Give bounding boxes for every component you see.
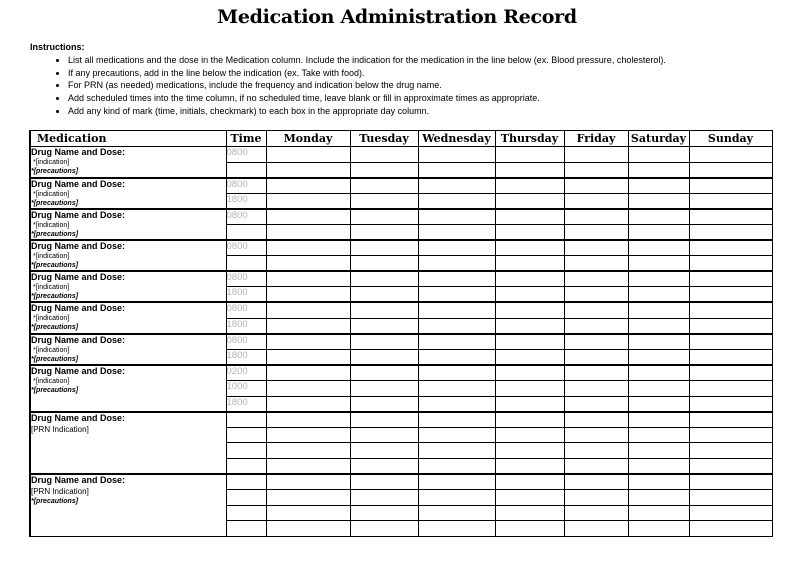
day-cell[interactable] [418,240,495,256]
medication-administration-table [29,130,773,537]
day-cell[interactable] [350,162,418,178]
day-cell[interactable] [418,365,495,381]
day-cell[interactable] [418,271,495,287]
day-cell[interactable] [350,318,418,334]
day-cell[interactable] [266,318,350,334]
day-cell[interactable] [564,334,628,350]
indication-label: *[indication] [33,190,70,198]
day-cell[interactable] [266,521,350,537]
indication-label: *[indication] [33,284,70,292]
day-cell[interactable] [418,490,495,506]
medication-row [30,147,772,163]
day-cell[interactable] [564,287,628,303]
day-cell[interactable] [689,256,772,272]
day-cell[interactable] [495,256,564,272]
day-cell[interactable] [266,365,350,381]
precautions-label: *[precautions] [31,230,79,238]
day-cell[interactable] [689,505,772,521]
day-cell[interactable] [418,334,495,350]
day-cell[interactable] [689,178,772,194]
indication-label: *[indication] [33,159,70,166]
day-cell[interactable] [628,365,689,381]
day-cell[interactable] [266,302,350,318]
column-header-sunday: Sunday [689,131,772,147]
day-cell[interactable] [495,427,564,443]
day-cell[interactable] [418,302,495,318]
time-cell[interactable]: 0200 [226,365,266,381]
instructions-list [30,54,770,118]
day-cell[interactable] [266,380,350,396]
day-cell[interactable] [628,302,689,318]
day-cell[interactable] [495,178,564,194]
precautions-label: *[precautions] [31,293,79,301]
instruction-item: • For PRN (as needed) medications, include the frequency and indication below the drug name. [68,79,770,92]
day-cell[interactable] [564,412,628,428]
day-cell[interactable] [418,380,495,396]
day-cell[interactable] [689,365,772,381]
day-cell[interactable] [564,427,628,443]
day-cell[interactable] [350,334,418,350]
instruction-item: • Add any kind of mark (time, initials, checkmark) to each box in the appropriate day column. [68,105,770,118]
day-cell[interactable] [418,443,495,459]
day-cell[interactable] [628,318,689,334]
drug-name-label: Drug Name and Dose: [31,412,126,423]
day-cell[interactable] [689,412,772,428]
medication-row [30,271,772,287]
day-cell[interactable] [418,147,495,163]
day-cell[interactable] [266,178,350,194]
drug-name-label: Drug Name and Dose: [31,365,126,376]
day-cell[interactable] [564,178,628,194]
time-cell[interactable]: 0800 [226,271,266,287]
instructions-heading: Instructions: [30,42,85,52]
day-cell[interactable] [689,287,772,303]
drug-name-label: Drug Name and Dose: [31,178,126,189]
day-cell[interactable] [418,396,495,412]
day-cell[interactable] [628,349,689,365]
day-cell[interactable] [495,224,564,240]
time-cell[interactable]: 1800 [226,193,266,209]
time-cell[interactable] [226,412,266,428]
day-cell[interactable] [564,443,628,459]
day-cell[interactable] [564,365,628,381]
day-cell[interactable] [495,193,564,209]
day-cell[interactable] [689,490,772,506]
time-cell[interactable] [226,505,266,521]
day-cell[interactable] [418,193,495,209]
day-cell[interactable] [628,256,689,272]
day-cell[interactable] [495,458,564,474]
day-cell[interactable] [564,271,628,287]
medication-cell[interactable] [30,147,226,178]
medication-row [30,240,772,256]
day-cell[interactable] [495,505,564,521]
time-cell[interactable]: 1800 [226,318,266,334]
day-cell[interactable] [628,474,689,490]
day-cell[interactable] [418,505,495,521]
time-cell[interactable] [226,474,266,490]
column-header-saturday: Saturday [628,131,689,147]
indication-label: *[indication] [33,253,70,261]
day-cell[interactable] [266,224,350,240]
day-cell[interactable] [495,147,564,163]
day-cell[interactable] [350,505,418,521]
time-cell[interactable] [226,224,266,240]
prn-indication-label: [PRN Indication] [31,486,89,496]
day-cell[interactable] [689,349,772,365]
day-cell[interactable] [564,224,628,240]
day-cell[interactable] [564,505,628,521]
day-cell[interactable] [266,349,350,365]
time-cell[interactable]: 0800 [226,240,266,256]
day-cell[interactable] [350,240,418,256]
day-cell[interactable] [628,287,689,303]
day-cell[interactable] [266,412,350,428]
day-cell[interactable] [564,240,628,256]
day-cell[interactable] [350,427,418,443]
medication-row [30,209,772,225]
day-cell[interactable] [495,490,564,506]
day-cell[interactable] [495,521,564,537]
time-cell[interactable]: 1800 [226,349,266,365]
day-cell[interactable] [628,193,689,209]
precautions-label: *[precautions] [31,497,79,505]
day-cell[interactable] [495,334,564,350]
day-cell[interactable] [689,271,772,287]
medication-cell[interactable] [30,412,226,474]
medication-row [30,178,772,194]
time-cell[interactable] [226,162,266,178]
day-cell[interactable] [689,334,772,350]
day-cell[interactable] [350,490,418,506]
medication-row [30,334,772,350]
day-cell[interactable] [564,521,628,537]
day-cell[interactable] [418,427,495,443]
day-cell[interactable] [350,474,418,490]
day-cell[interactable] [495,349,564,365]
day-cell[interactable] [689,162,772,178]
precautions-label: *[precautions] [31,355,79,363]
day-cell[interactable] [689,443,772,459]
medication-row [30,302,772,318]
day-cell[interactable] [418,458,495,474]
precautions-label: *[precautions] [31,168,79,175]
day-cell[interactable] [628,178,689,194]
day-cell[interactable] [495,380,564,396]
day-cell[interactable] [266,287,350,303]
day-cell[interactable] [350,443,418,459]
day-cell[interactable] [266,256,350,272]
day-cell[interactable] [350,178,418,194]
day-cell[interactable] [689,147,772,163]
drug-name-label: Drug Name and Dose: [31,334,126,345]
prn-indication-label: [PRN Indication] [31,424,89,434]
day-cell[interactable] [564,474,628,490]
day-cell[interactable] [495,443,564,459]
day-cell[interactable] [350,396,418,412]
drug-name-label: Drug Name and Dose: [31,241,126,252]
day-cell[interactable] [689,427,772,443]
day-cell[interactable] [350,256,418,272]
time-cell[interactable]: 1800 [226,396,266,412]
day-cell[interactable] [418,349,495,365]
day-cell[interactable] [266,147,350,163]
column-header-thursday: Thursday [495,131,564,147]
day-cell[interactable] [495,365,564,381]
day-cell[interactable] [350,224,418,240]
column-header-wednesday: Wednesday [418,131,495,147]
day-cell[interactable] [266,427,350,443]
day-cell[interactable] [495,162,564,178]
day-cell[interactable] [350,193,418,209]
day-cell[interactable] [350,458,418,474]
time-cell[interactable] [226,521,266,537]
day-cell[interactable] [628,380,689,396]
day-cell[interactable] [418,224,495,240]
day-cell[interactable] [689,224,772,240]
time-cell[interactable]: 0800 [226,302,266,318]
medication-cell[interactable] [30,302,226,333]
medication-cell[interactable] [30,240,226,271]
day-cell[interactable] [628,334,689,350]
day-cell[interactable] [495,271,564,287]
precautions-label: *[precautions] [31,386,79,394]
medication-cell[interactable] [30,271,226,302]
drug-name-label: Drug Name and Dose: [31,147,126,157]
day-cell[interactable] [628,458,689,474]
day-cell[interactable] [564,380,628,396]
day-cell[interactable] [266,474,350,490]
day-cell[interactable] [495,240,564,256]
day-cell[interactable] [266,505,350,521]
day-cell[interactable] [628,271,689,287]
day-cell[interactable] [266,490,350,506]
day-cell[interactable] [564,318,628,334]
medication-row [30,365,772,381]
time-cell[interactable]: 1800 [226,287,266,303]
column-header-tuesday: Tuesday [350,131,418,147]
indication-label: *[indication] [33,346,70,354]
time-cell[interactable] [226,256,266,272]
day-cell[interactable] [350,287,418,303]
precautions-label: *[precautions] [31,262,79,270]
medication-cell[interactable] [30,474,226,536]
precautions-label: *[precautions] [31,199,79,207]
day-cell[interactable] [418,209,495,225]
header-row [30,131,772,147]
day-cell[interactable] [689,240,772,256]
day-cell[interactable] [350,365,418,381]
day-cell[interactable] [628,147,689,163]
day-cell[interactable] [266,240,350,256]
day-cell[interactable] [689,474,772,490]
drug-name-label: Drug Name and Dose: [31,303,126,314]
instruction-item: • If any precautions, add in the line below the indication (ex. Take with food). [68,67,770,80]
day-cell[interactable] [689,302,772,318]
day-cell[interactable] [628,412,689,428]
day-cell[interactable] [266,458,350,474]
day-cell[interactable] [266,396,350,412]
day-cell[interactable] [689,318,772,334]
day-cell[interactable] [418,287,495,303]
day-cell[interactable] [628,209,689,225]
day-cell[interactable] [564,209,628,225]
day-cell[interactable] [418,521,495,537]
day-cell[interactable] [564,256,628,272]
day-cell[interactable] [689,521,772,537]
column-header-friday: Friday [564,131,628,147]
day-cell[interactable] [266,193,350,209]
day-cell[interactable] [418,318,495,334]
day-cell[interactable] [495,318,564,334]
day-cell[interactable] [350,271,418,287]
day-cell[interactable] [266,209,350,225]
day-cell[interactable] [564,193,628,209]
day-cell[interactable] [350,380,418,396]
indication-label: *[indication] [33,221,70,229]
day-cell[interactable] [689,209,772,225]
day-cell[interactable] [350,209,418,225]
day-cell[interactable] [495,412,564,428]
precautions-label: *[precautions] [31,324,79,332]
day-cell[interactable] [418,178,495,194]
day-cell[interactable] [628,521,689,537]
day-cell[interactable] [266,162,350,178]
time-cell[interactable]: 1000 [226,380,266,396]
day-cell[interactable] [564,490,628,506]
day-cell[interactable] [418,162,495,178]
time-cell[interactable] [226,490,266,506]
day-cell[interactable] [418,412,495,428]
day-cell[interactable] [495,287,564,303]
time-cell[interactable]: 0800 [226,147,266,163]
day-cell[interactable] [689,380,772,396]
day-cell[interactable] [266,334,350,350]
day-cell[interactable] [564,147,628,163]
day-cell[interactable] [350,302,418,318]
time-cell[interactable] [226,427,266,443]
drug-name-label: Drug Name and Dose: [31,209,126,220]
day-cell[interactable] [689,193,772,209]
page-title: Medication Administration Record [217,6,577,28]
day-cell[interactable] [628,162,689,178]
day-cell[interactable] [564,458,628,474]
column-header-medication: Medication [30,131,226,147]
time-cell[interactable]: 0800 [226,178,266,194]
indication-label: *[indication] [33,377,70,385]
day-cell[interactable] [350,349,418,365]
medication-row [30,412,772,428]
day-cell[interactable] [495,209,564,225]
day-cell[interactable] [628,505,689,521]
day-cell[interactable] [564,162,628,178]
time-cell[interactable]: 0800 [226,209,266,225]
day-cell[interactable] [350,412,418,428]
day-cell[interactable] [266,271,350,287]
day-cell[interactable] [418,474,495,490]
instruction-item: • Add scheduled times into the time column, if no scheduled time, leave blank or fill in approximate times as appropriate. [68,92,770,105]
day-cell[interactable] [350,521,418,537]
day-cell[interactable] [564,396,628,412]
medication-cell[interactable] [30,178,226,209]
day-cell[interactable] [495,474,564,490]
indication-label: *[indication] [33,315,70,323]
time-cell[interactable]: 0800 [226,334,266,350]
day-cell[interactable] [628,224,689,240]
day-cell[interactable] [266,443,350,459]
medication-cell[interactable] [30,334,226,365]
drug-name-label: Drug Name and Dose: [31,474,126,485]
day-cell[interactable] [564,302,628,318]
day-cell[interactable] [495,302,564,318]
instructions [30,41,770,118]
drug-name-label: Drug Name and Dose: [31,272,126,283]
time-cell[interactable] [226,443,266,459]
instruction-item: • List all medications and the dose in the Medication column. Include the indication for the medication in the line below (ex. Blood pressure, cholesterol). [68,54,770,67]
medication-row [30,474,772,490]
medication-cell[interactable] [30,209,226,240]
day-cell[interactable] [628,427,689,443]
day-cell[interactable] [495,396,564,412]
time-cell[interactable] [226,458,266,474]
day-cell[interactable] [689,396,772,412]
medication-cell[interactable] [30,365,226,412]
day-cell[interactable] [628,240,689,256]
column-header-monday: Monday [266,131,350,147]
day-cell[interactable] [350,147,418,163]
day-cell[interactable] [689,458,772,474]
day-cell[interactable] [628,396,689,412]
day-cell[interactable] [628,490,689,506]
day-cell[interactable] [564,349,628,365]
day-cell[interactable] [628,443,689,459]
day-cell[interactable] [418,256,495,272]
column-header-time: Time [226,131,266,147]
